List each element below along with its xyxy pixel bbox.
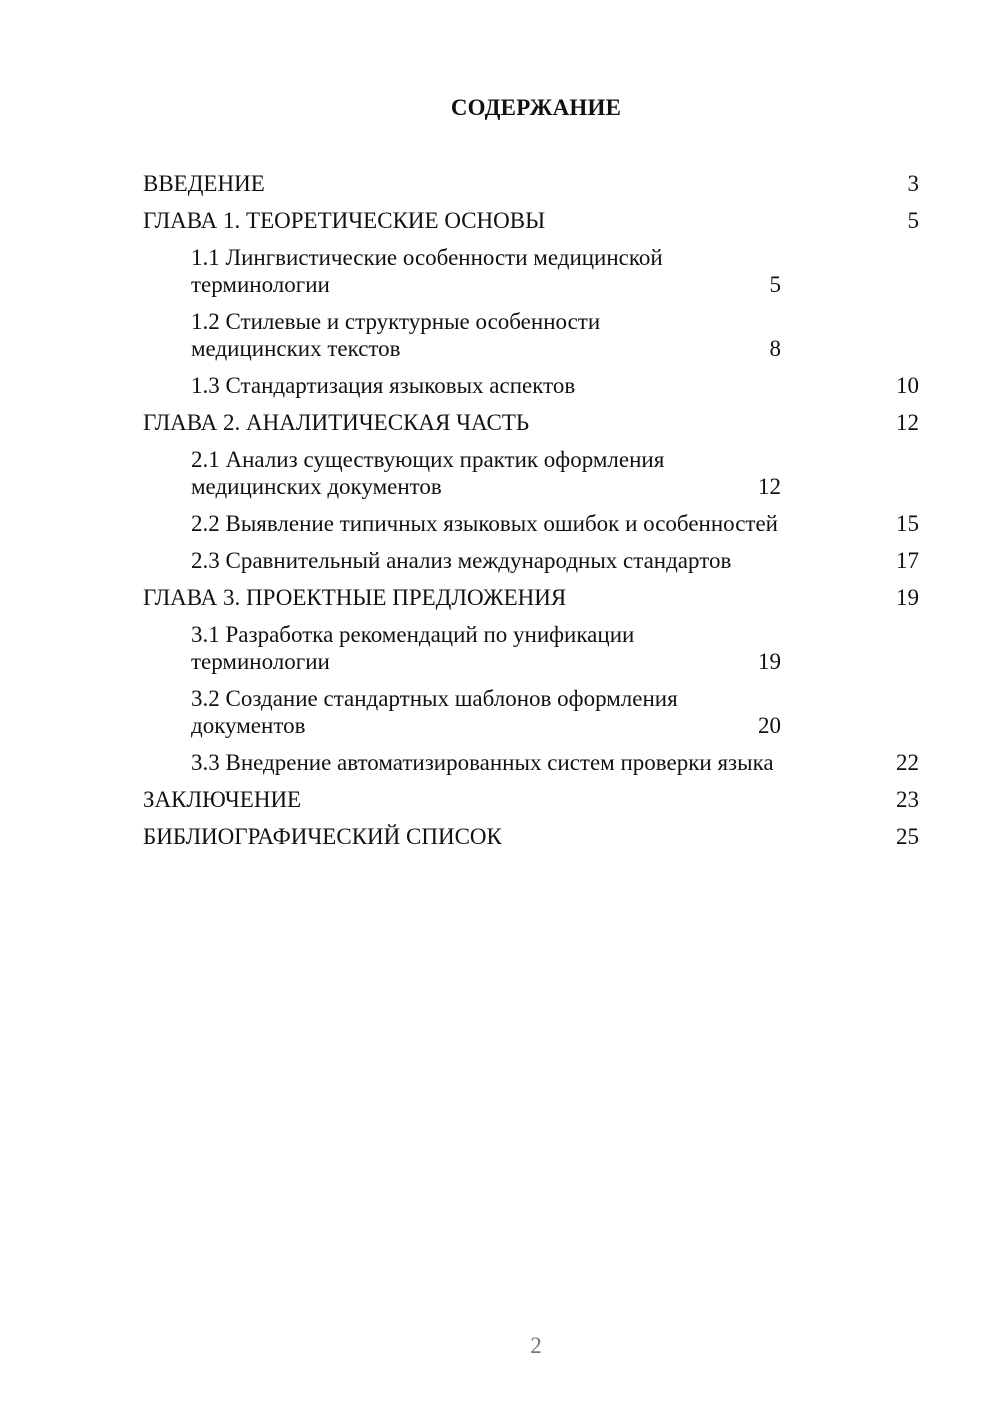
toc-entry-label: 3.2 Создание стандартных шаблонов оформления документов bbox=[191, 686, 678, 738]
toc-entry-section-3-2[interactable] bbox=[143, 685, 919, 739]
toc-entry-page: 5 bbox=[907, 208, 919, 233]
toc-entry-label: 2.1 Анализ существующих практик оформления медицинских документов bbox=[191, 447, 665, 499]
toc-entry-label: 1.3 Стандартизация языковых аспектов bbox=[191, 373, 576, 398]
toc-entry-page: 19 bbox=[896, 585, 919, 610]
toc-entry-section-1-1[interactable] bbox=[143, 244, 919, 298]
toc-entry-label: ГЛАВА 3. ПРОЕКТНЫЕ ПРЕДЛОЖЕНИЯ bbox=[143, 585, 567, 610]
toc-entry-section-1-3[interactable] bbox=[143, 372, 919, 399]
toc-entry-page: 22 bbox=[896, 750, 919, 775]
toc-entry-page: 23 bbox=[896, 787, 919, 812]
toc-entry-section-3-1[interactable] bbox=[143, 621, 919, 675]
toc-entry-label: 2.3 Сравнительный анализ международных стандартов bbox=[191, 548, 732, 573]
toc-entry-section-2-3[interactable] bbox=[143, 547, 919, 574]
toc-entry-page: 15 bbox=[896, 511, 919, 536]
toc-entry-label: 3.1 Разработка рекомендаций по унификации терминологии bbox=[191, 622, 635, 674]
toc-title: СОДЕРЖАНИЕ bbox=[450, 95, 622, 120]
toc-entry-conclusion[interactable] bbox=[143, 786, 919, 813]
toc-entry-label: БИБЛИОГРАФИЧЕСКИЙ СПИСОК bbox=[143, 824, 502, 849]
toc-entry-page: 12 bbox=[758, 474, 781, 499]
toc-entry-chapter-2[interactable] bbox=[143, 409, 919, 436]
toc-entry-label: 1.1 Лингвистические особенности медицинской терминологии bbox=[191, 245, 663, 297]
page-number: 2 bbox=[530, 1333, 542, 1358]
toc-entry-page: 5 bbox=[769, 272, 781, 297]
toc-entry-bibliography[interactable] bbox=[143, 823, 919, 850]
toc-entry-page: 3 bbox=[907, 171, 919, 196]
toc-entry-label: ЗАКЛЮЧЕНИЕ bbox=[143, 787, 302, 812]
toc-entry-page: 12 bbox=[896, 410, 919, 435]
toc-entry-page: 20 bbox=[758, 713, 781, 738]
toc-entry-section-2-2[interactable] bbox=[143, 510, 919, 537]
toc-entry-label: 3.3 Внедрение автоматизированных систем проверки языка bbox=[191, 750, 774, 775]
toc-entry-page: 25 bbox=[896, 824, 919, 849]
toc-entry-label: 2.2 Выявление типичных языковых ошибок и особенностей bbox=[191, 511, 778, 536]
toc-entry-page: 17 bbox=[896, 548, 919, 573]
toc-entry-section-3-3[interactable] bbox=[143, 749, 919, 776]
toc-entry-label: ГЛАВА 2. АНАЛИТИЧЕСКАЯ ЧАСТЬ bbox=[143, 410, 530, 435]
table-of-contents bbox=[143, 170, 919, 860]
toc-entry-label: 1.2 Стилевые и структурные особенности медицинских текстов bbox=[191, 309, 601, 361]
toc-entry-page: 8 bbox=[769, 336, 781, 361]
toc-entry-page: 10 bbox=[896, 373, 919, 398]
toc-entry-label: ВВЕДЕНИЕ bbox=[143, 171, 265, 196]
toc-entry-chapter-3[interactable] bbox=[143, 584, 919, 611]
toc-entry-chapter-1[interactable] bbox=[143, 207, 919, 234]
toc-entry-section-2-1[interactable] bbox=[143, 446, 919, 500]
toc-entry-label: ГЛАВА 1. ТЕОРЕТИЧЕСКИЕ ОСНОВЫ bbox=[143, 208, 546, 233]
toc-entry-page: 19 bbox=[758, 649, 781, 674]
toc-entry-section-1-2[interactable] bbox=[143, 308, 919, 362]
toc-entry-introduction[interactable] bbox=[143, 170, 919, 197]
